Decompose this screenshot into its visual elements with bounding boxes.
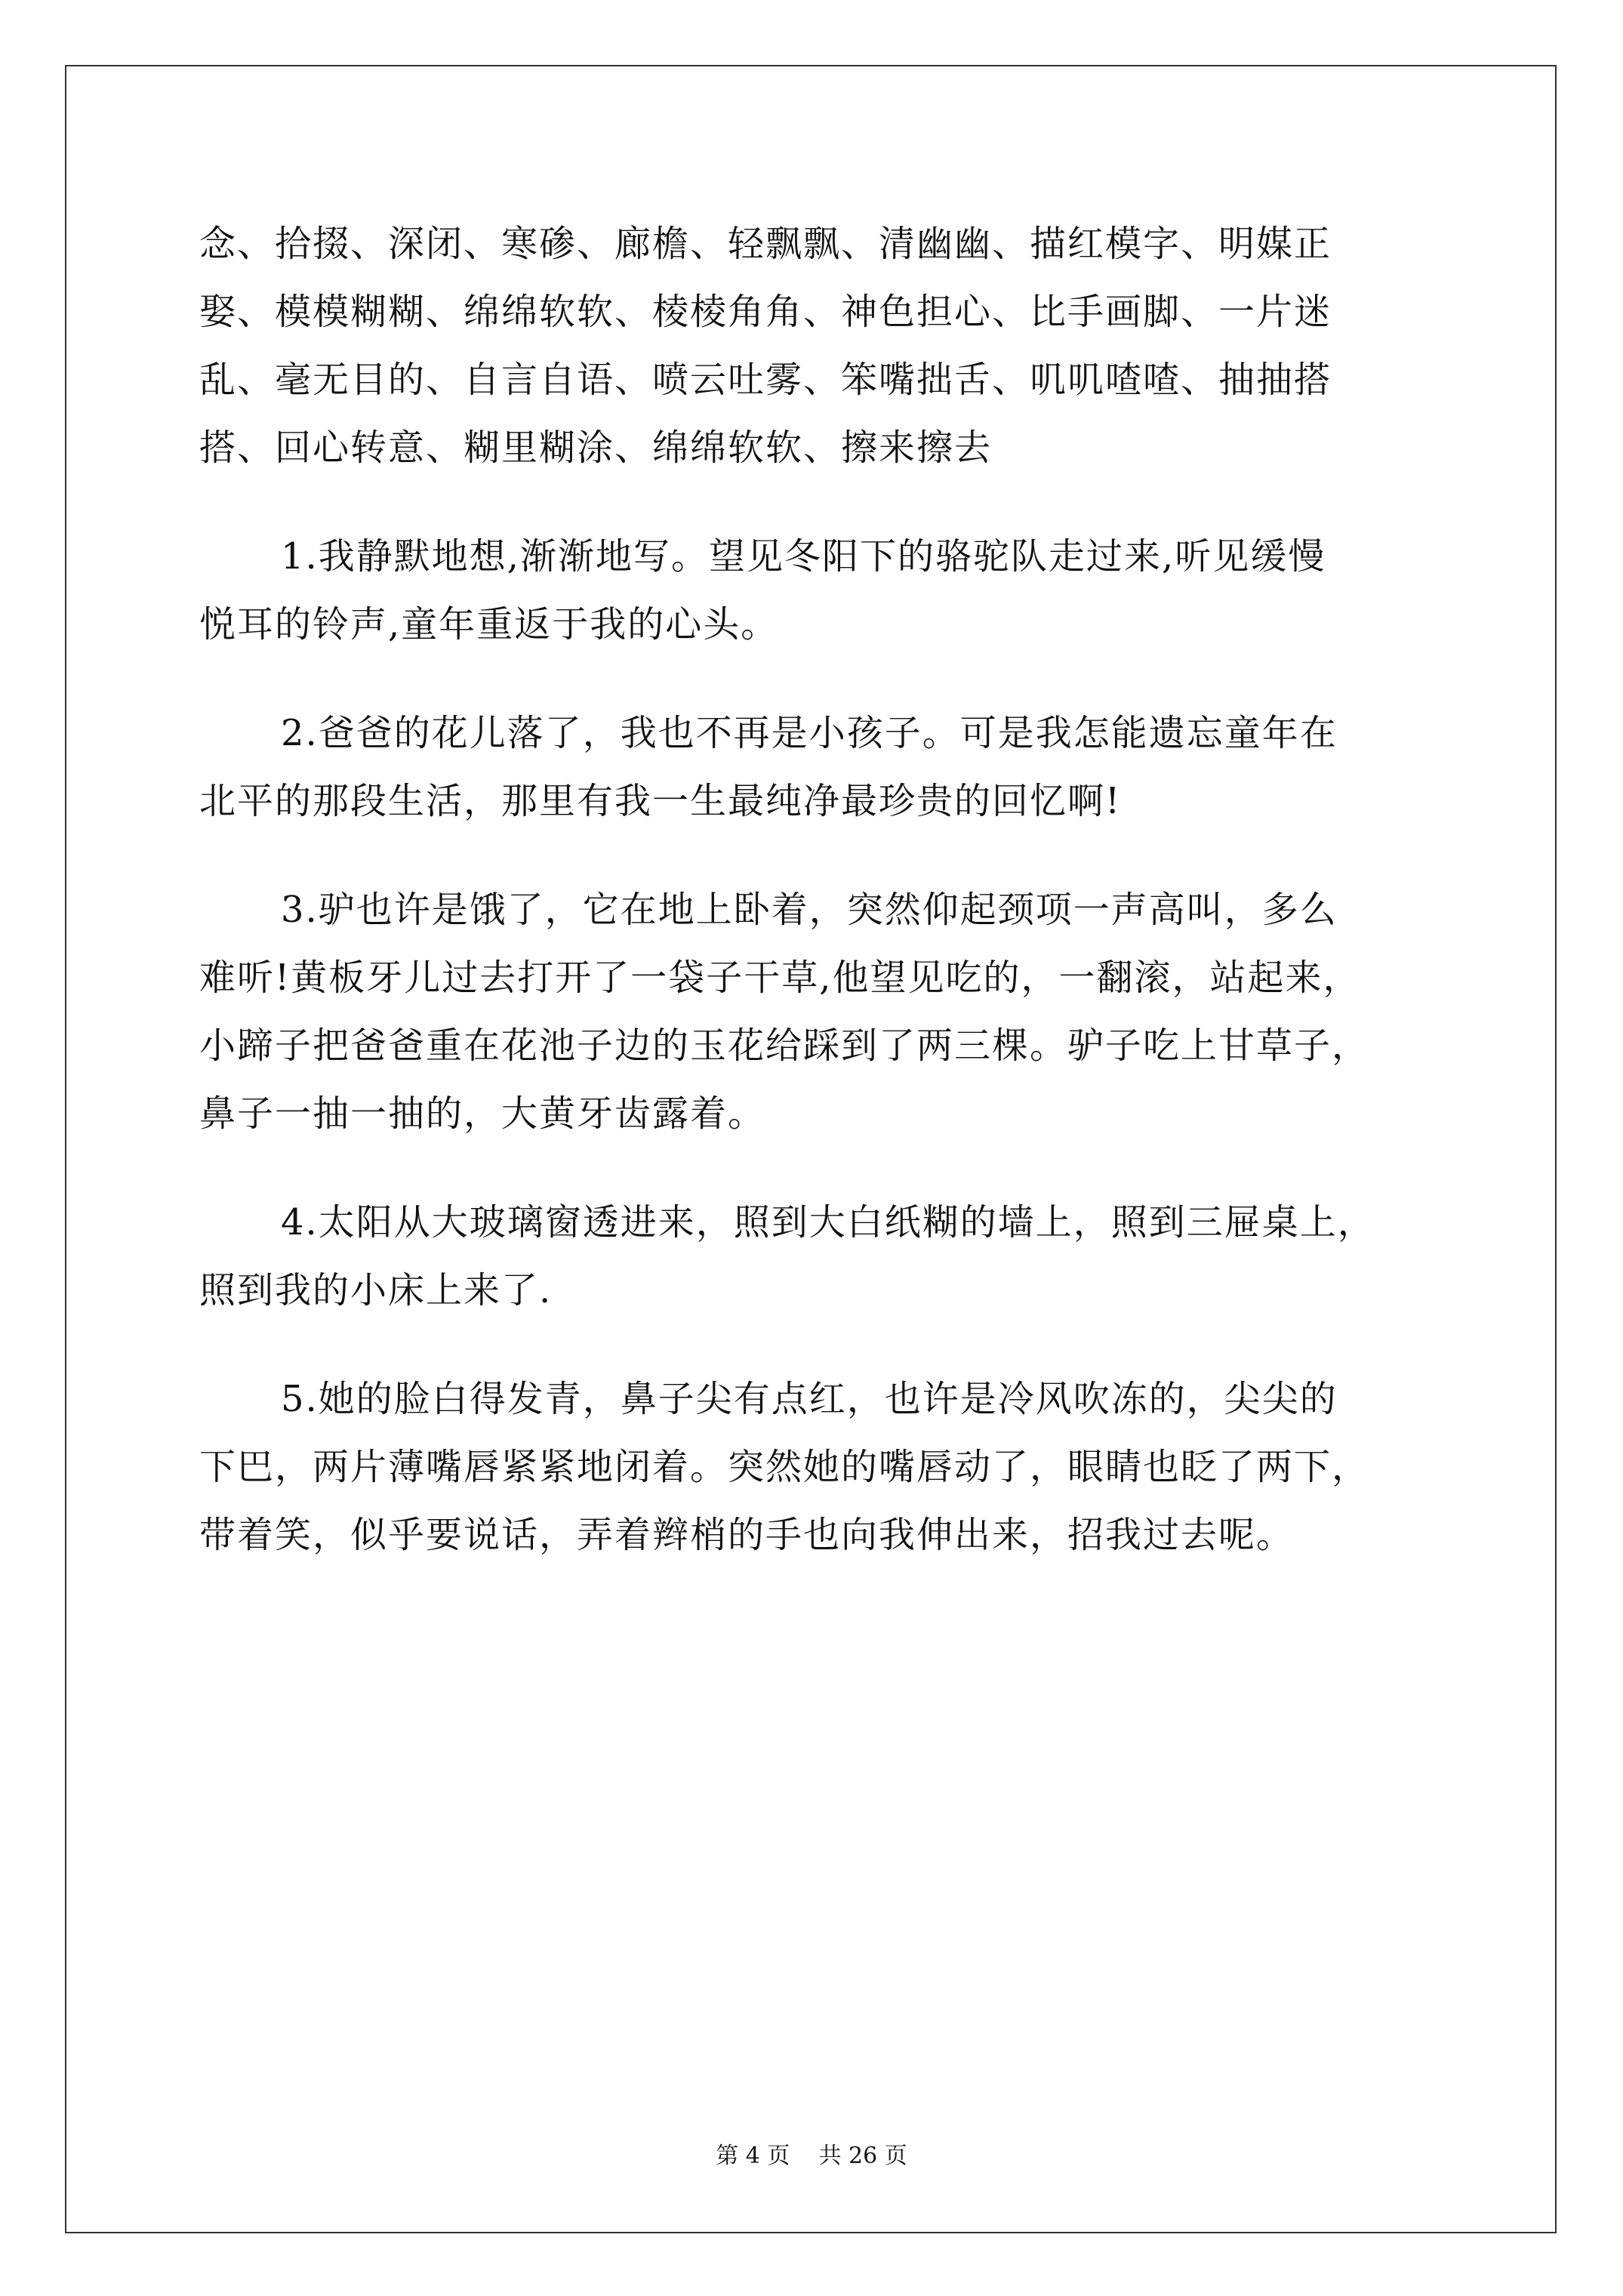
text-line: 小蹄子把爸爸重在花池子边的玉花给踩到了两三棵。驴子吃上甘草子， xyxy=(199,1025,1370,1067)
page-number-footer: 第 4 页 共 26 页 xyxy=(716,2143,907,2169)
paragraph-5 xyxy=(199,1365,1437,1569)
text-line: 鼻子一抽一抽的，大黄牙齿露着。 xyxy=(199,1093,766,1135)
text-line: 1.我静默地想,渐渐地写。望见冬阳下的骆驼队走过来,听见缓慢 xyxy=(281,535,1326,578)
vocabulary-list xyxy=(199,210,1437,482)
text-line: 带着笑，似乎要说话，弄着辫梢的手也向我伸出来，招我过去呢。 xyxy=(199,1514,1295,1556)
text-line: 念、拾掇、深闭、寒碜、廊檐、轻飘飘、清幽幽、描红模字、明媒正 xyxy=(199,223,1332,265)
text-line: 下巴，两片薄嘴唇紧紧地闭着。突然她的嘴唇动了，眼睛也眨了两下， xyxy=(199,1446,1370,1488)
text-line: 2.爸爸的花儿落了，我也不再是小孩子。可是我怎能遗忘童年在 xyxy=(281,712,1338,754)
text-line: 4.太阳从大玻璃窗透进来，照到大白纸糊的墙上，照到三屉桌上， xyxy=(281,1201,1375,1244)
text-line: 照到我的小床上来了. xyxy=(199,1269,553,1311)
text-line: 难听!黄板牙儿过去打开了一袋子干草,他望见吃的，一翻滚，站起来， xyxy=(199,957,1361,999)
text-line: 3.驴也许是饿了，它在地上卧着，突然仰起颈项一声高叫，多么 xyxy=(281,889,1338,931)
paragraph-2 xyxy=(199,699,1437,835)
paragraph-4 xyxy=(199,1188,1437,1324)
paragraph-1 xyxy=(199,522,1437,658)
document-body xyxy=(199,210,1437,1569)
text-line: 乱、毫无目的、自言自语、喷云吐雾、笨嘴拙舌、叽叽喳喳、抽抽搭 xyxy=(199,359,1332,401)
text-line: 悦耳的铃声,童年重返于我的心头。 xyxy=(199,603,779,646)
paragraph-3 xyxy=(199,876,1437,1148)
text-line: 北平的那段生活，那里有我一生最纯净最珍贵的回忆啊! xyxy=(199,780,1122,822)
text-line: 搭、回心转意、糊里糊涂、绵绵软软、擦来擦去 xyxy=(199,427,993,469)
text-line: 娶、模模糊糊、绵绵软软、棱棱角角、神色担心、比手画脚、一片迷 xyxy=(199,291,1332,333)
text-line: 5.她的脸白得发青，鼻子尖有点红，也许是冷风吹冻的，尖尖的 xyxy=(281,1378,1338,1420)
